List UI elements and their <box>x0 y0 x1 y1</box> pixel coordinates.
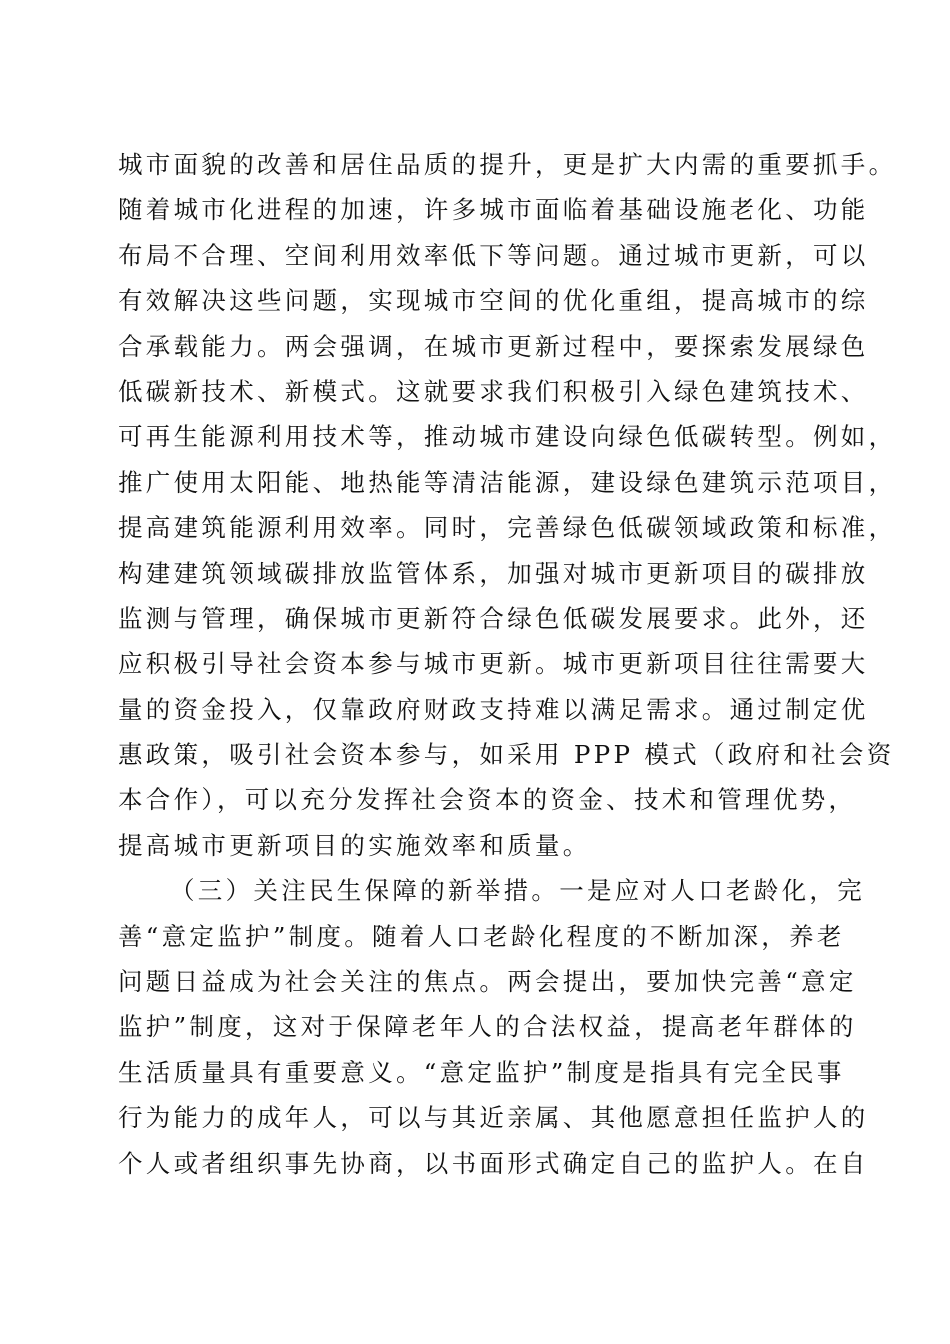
text-line: 监测与管理，确保城市更新符合绿色低碳发展要求。此外，还 <box>118 603 869 633</box>
text-line: 低碳新技术、新模式。这就要求我们积极引入绿色建筑技术、 <box>118 376 869 406</box>
text-line: 提高城市更新项目的实施效率和质量。 <box>118 830 591 860</box>
text-line: 城市面貌的改善和居住品质的提升，更是扩大内需的重要抓手。 <box>118 150 897 179</box>
text-line: 本合作），可以充分发挥社会资本的资金、技术和管理优势， <box>118 785 857 815</box>
text-line: 惠政策，吸引社会资本参与，如采用 PPP 模式（政府和社会资 <box>118 740 895 770</box>
text-line: 监护”制度，这对于保障老年人的合法权益，提高老年群体的 <box>118 1012 857 1042</box>
text-line: 量的资金投入，仅靠政府财政支持难以满足需求。通过制定优 <box>118 694 869 724</box>
text-line: 提高建筑能源利用效率。同时，完善绿色低碳领域政策和标准， <box>118 513 897 543</box>
text-line: 问题日益成为社会关注的焦点。两会提出，要加快完善“意定 <box>118 967 857 997</box>
text-line: 布局不合理、空间利用效率低下等问题。通过城市更新，可以 <box>118 240 869 270</box>
text-line: 应积极引导社会资本参与城市更新。城市更新项目往往需要大 <box>118 649 869 679</box>
section-heading-line: （三）关注民生保障的新举措。一是应对人口老龄化，完 <box>170 876 865 906</box>
text-line: 推广使用太阳能、地热能等清洁能源，建设绿色建筑示范项目， <box>118 467 897 497</box>
text-line: 合承载能力。两会强调，在城市更新过程中，要探索发展绿色 <box>118 331 869 361</box>
body-text <box>118 142 897 1186</box>
text-line: 有效解决这些问题，实现城市空间的优化重组，提高城市的综 <box>118 286 869 316</box>
text-line: 可再生能源利用技术等，推动城市建设向绿色低碳转型。例如， <box>118 422 897 452</box>
text-line: 构建建筑领域碳排放监管体系，加强对城市更新项目的碳排放 <box>118 558 869 588</box>
text-line: 行为能力的成年人，可以与其近亲属、其他愿意担任监护人的 <box>118 1103 869 1133</box>
text-line: 随着城市化进程的加速，许多城市面临着基础设施老化、功能 <box>118 195 869 225</box>
text-line: 个人或者组织事先协商，以书面形式确定自己的监护人。在自 <box>118 1148 869 1178</box>
text-line: 善“意定监护”制度。随着人口老龄化程度的不断加深，养老 <box>118 921 845 951</box>
text-line: 生活质量具有重要意义。“意定监护”制度是指具有完全民事 <box>118 1057 845 1087</box>
